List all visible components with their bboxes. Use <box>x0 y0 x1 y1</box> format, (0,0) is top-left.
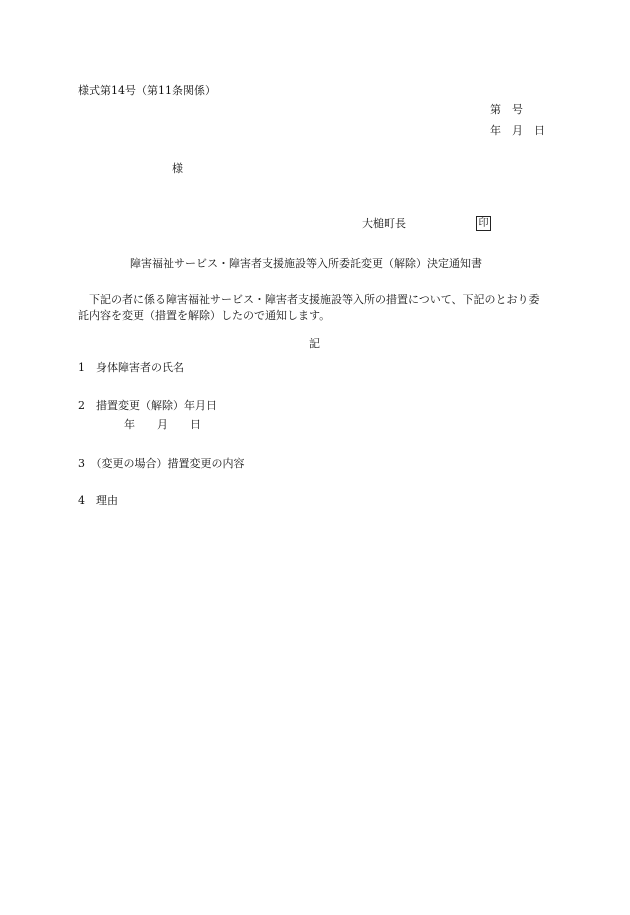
issuer-name: 大槌町長 <box>362 217 406 230</box>
item-2-label: 2 措置変更（解除）年月日 <box>78 399 217 412</box>
item-2-date-blank: 年 月 日 <box>124 418 201 431</box>
ki-heading: 記 <box>309 337 320 350</box>
body-paragraph: 下記の者に係る障害福祉サービス・障害者支援施設等入所の措置について、下記のとおり委託内容を変更（措置を解除）したので通知します。 <box>78 293 540 322</box>
seal-mark: 印 <box>476 216 491 231</box>
item-4-label: 4 理由 <box>78 494 118 507</box>
item-3-label: 3 （変更の場合）措置変更の内容 <box>78 457 245 470</box>
addressee-honorific: 様 <box>172 162 183 175</box>
document-title: 障害福祉サービス・障害者支援施設等入所委託変更（解除）決定通知書 <box>130 257 482 270</box>
form-number: 様式第14号（第11条関係） <box>78 84 216 97</box>
issue-date: 年 月 日 <box>490 124 545 137</box>
item-1-label: 1 身体障害者の氏名 <box>78 361 184 374</box>
document-number: 第 号 <box>490 103 523 116</box>
